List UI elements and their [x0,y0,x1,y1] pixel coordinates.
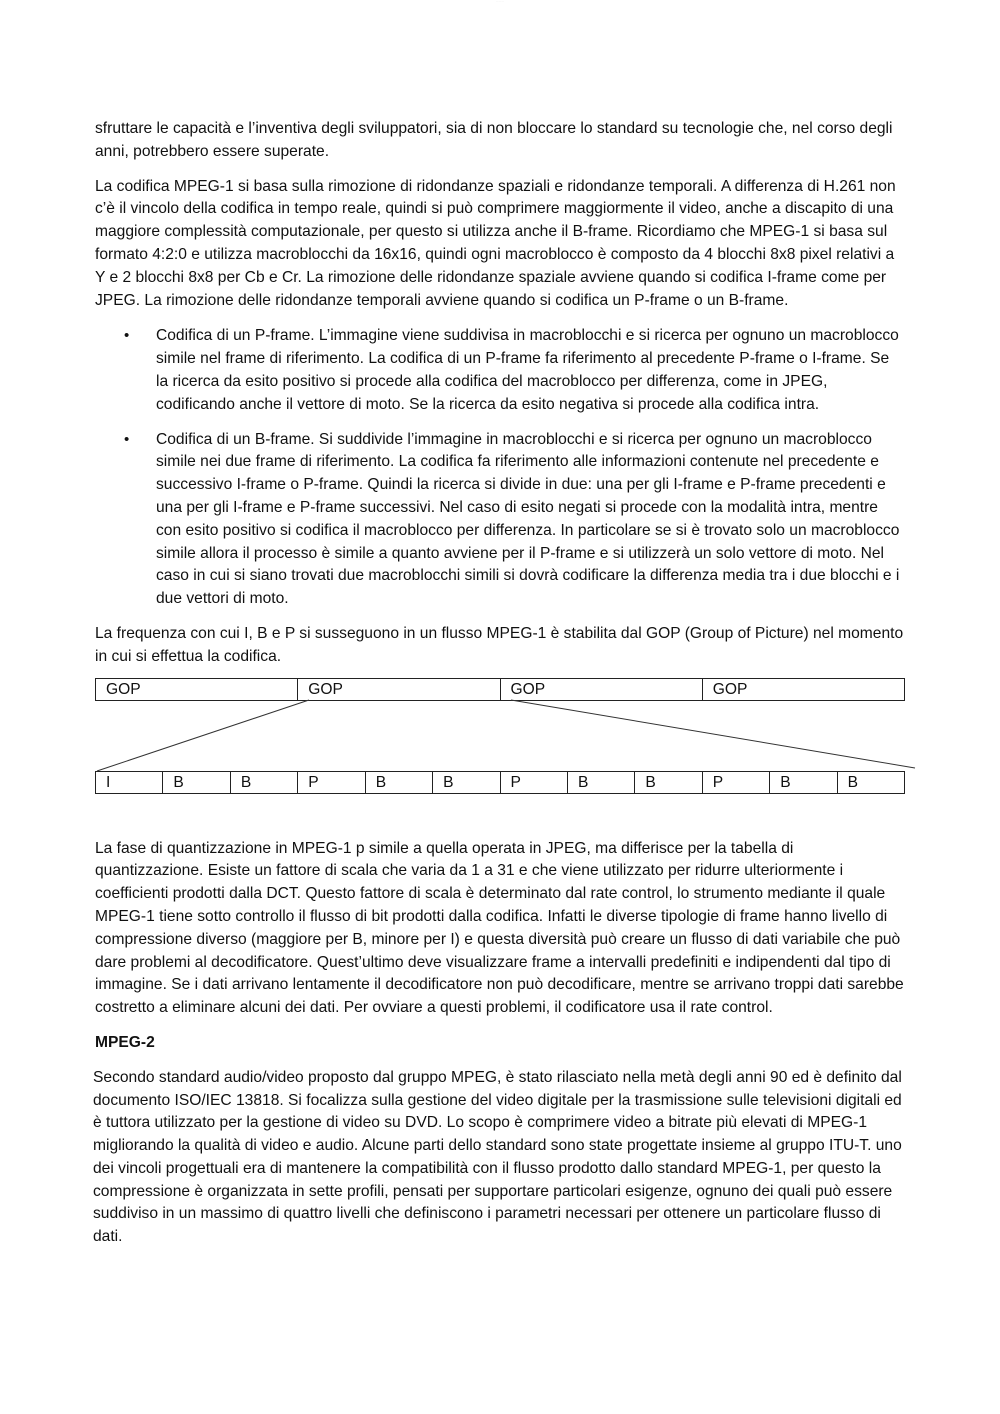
gop-cell: GOP [702,679,904,700]
gop-cell: GOP [297,679,499,700]
list-item-text: Codifica di un P-frame. L’immagine viene suddivisa in macroblocchi e si ricerca per ognuno un macroblocco simile nel frame di riferimento. La codifica di un P-frame fa riferimento al precedente P-frame o I-frame. Se la ricerca da esito positivo si procede alla codifica del macroblocco per differenza, come in JPEG, codificando anche il vettore di moto. Se la ricerca da esito negativa si procede alla codifica intra. [156,327,899,413]
list-item-b-frame [95,429,905,611]
frame-cell: B [567,772,634,793]
section-heading-mpeg2: MPEG-2 [95,1033,155,1051]
frame-cell: P [702,772,769,793]
gop-zoom-lines [95,678,925,778]
frame-cell: I [106,773,111,791]
frame-sequence-row [95,771,905,794]
bullet-icon: • [124,430,130,448]
gop-cell: GOP [500,679,702,700]
frame-cell: P [500,772,567,793]
frame-cell: B [837,772,904,793]
gop-cell: GOP [106,680,141,698]
paragraph-mpeg2: Secondo standard audio/video proposto dal gruppo MPEG, è stato rilasciato nella metà degli anni 90 ed è definito dal documento ISO/IEC 13818. Si focalizza sulla gestione del video digitale per la trasmissione sulle televisioni digitali ed è tuttora utilizzato per la gestione di video su DVD. Lo scopo è comprimere video a bitrate più elevati di MPEG-1 migliorando la qualità di video e audio. Alcune parti dello standard sono state progettate insieme al gruppo ITU-T. uno dei vincoli progettuali era di mantenere la compatibilità con il flusso prodotto dallo standard MPEG-1, per questo la compressione è organizzata in sette profili, pensati per supportare particolari esigenze, ognuno dei quali può essere suddiviso in un massimo di quattro livelli che definiscono i parametri necessari per ottenere un particolare flusso di dati. [93,1068,902,1246]
frame-cell: B [432,772,499,793]
frame-cell: B [634,772,701,793]
paragraph-mpeg1-coding: La codifica MPEG-1 si basa sulla rimozione di ridondanze spaziali e ridondanze temporali. A differenza di H.261 non c’è il vincolo della codifica in tempo reale, quindi si può comprimere maggiormente il video, anche a discapito di una maggiore complessità computazionale, per questo si utilizza anche il B-frame. Ricordiamo che MPEG-1 si basa sul formato 4:2:0 e utilizza macroblocchi da 16x16, quindi ogni macroblocco è composto da 4 blocchi 8x8 pixel relativi a Y e 2 blocchi 8x8 per Cb e Cr. La rimozione delle ridondanze spaziale avviene quando si codifica I-frame come per JPEG. La rimozione delle ridondanze temporali avviene quando si codifica un P-frame o un B-frame. [95,177,896,309]
header-mark: ·· ··· ·· [495,0,505,3]
paragraph-gop: La frequenza con cui I, B e P si susseguono in un flusso MPEG-1 è stabilita dal GOP (Group of Picture) nel momento in cui si effettua la codifica. [95,624,904,665]
paragraph-quantization: La fase di quantizzazione in MPEG-1 p simile a quella operata in JPEG, ma differisce per la tabella di quantizzazione. Esiste un fattore di scala che varia da 1 a 31 e che viene utilizzato per ridurre ulteriormente i coefficienti prodotti dalla DCT. Questo fattore di scala è determinato dal rate control, lo strumento mediante il quale MPEG-1 tiene sotto controllo il flusso di bit prodotti dalla codifica. Infatti le diverse tipologie di frame hanno livello di compressione diverso (maggiore per B, minore per I) e questa diversità può creare un flusso di dati variabile che può dare problemi al decodificatore. Quest’ultimo deve visualizzare frame a intervalli predefiniti e indipendenti dal tipo di immagine. Se i dati arrivano lentamente il decodificatore non può decodificare, mentre se arrivano troppi dati sarebbe costretto a eliminare alcuni dei dati. Per ovviare a questi problemi, il codificatore usa il rate control. [95,839,904,1017]
frame-cell: B [162,772,229,793]
gop-diagram [95,678,905,838]
zoom-line-right [511,700,915,768]
list-item-p-frame [95,325,905,416]
frame-cell: B [769,772,836,793]
frame-cell: B [365,772,432,793]
bullet-icon: • [124,327,130,345]
paragraph-intro: sfruttare le capacità e l’inventiva degli sviluppatori, sia di non bloccare lo standard su tecnologie che, nel corso degli anni, potrebbero essere superate. [95,120,893,160]
frame-cell: P [297,772,364,793]
document-body [95,118,905,1249]
zoom-line-left [97,700,309,771]
frame-cell: B [230,772,297,793]
frame-coding-list [95,325,905,611]
list-item-text: Codifica di un B-frame. Si suddivide l’immagine in macroblocchi e si ricerca per ognuno un macroblocco simile nei due frame di riferimento. La codifica fa riferimento alle informazioni contenute nel precedente e successivo I-frame o P-frame. Quindi la ricerca si divide in due: una per gli I-frame e P-frame precedenti e una per gli I-frame e P-frame successivi. Nel caso di esito negati si procede con la modalità intra, mentre con esito positivo si codifica il macroblocco per differenza. In particolare se si è trovato solo un macroblocco simile allora il processo è simile a quanto avviene per il P-frame e si utilizzerà un solo vettore di moto. Nel caso in cui si siano trovati due macroblocchi simili si dovrà codificare la differenza media tra i due blocchi e i due vettori di moto. [156,430,900,608]
